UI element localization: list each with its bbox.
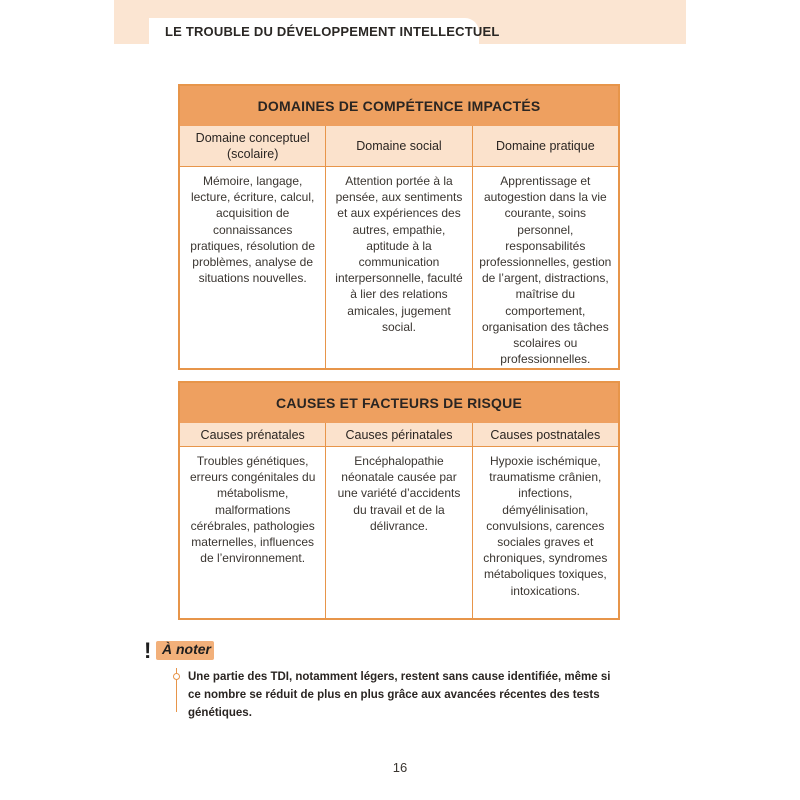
column-conceptual <box>180 126 326 368</box>
column-body: Mémoire, langage, lecture, écriture, calcul, acquisition de connaissances pratiques, résolution de problèmes, analyse de situations nouvelles. <box>190 174 316 286</box>
column-body: Hypoxie ischémique, traumatisme crânien, infections, démyélinisation, convulsions, carences sociales graves et chroniques, syndromes métaboliques toxiques, intoxications. <box>483 454 608 598</box>
causes-table <box>178 381 620 620</box>
note-text: Une partie des TDI, notamment légers, restent sans cause identifiée, même si ce nombre se réduit de plus en plus grâce aux avancées récentes des tests génétiques. <box>188 671 611 719</box>
competences-table-title: DOMAINES DE COMPÉTENCE IMPACTÉS <box>180 86 618 126</box>
column-header: Causes prénatales <box>180 423 325 447</box>
column-postnatal <box>473 423 618 618</box>
column-header: Causes postnatales <box>473 423 618 447</box>
column-perinatal <box>326 423 472 618</box>
page-number: 16 <box>392 760 408 775</box>
page-header-title: LE TROUBLE DU DÉVELOPPEMENT INTELLECTUEL <box>165 24 500 39</box>
competences-table <box>178 84 620 370</box>
column-body: Troubles génétiques, erreurs congénitales du métabolisme, malformations cérébrales, pathologies maternelles, influences de l’environnement. <box>189 454 316 566</box>
column-practical <box>473 126 618 368</box>
note-title: À noter <box>162 641 211 657</box>
column-social <box>326 126 472 368</box>
causes-table-title: CAUSES ET FACTEURS DE RISQUE <box>180 383 618 423</box>
column-header: Domaine pratique <box>473 126 618 167</box>
column-header: Causes périnatales <box>326 423 471 447</box>
column-prenatal <box>180 423 326 618</box>
column-body: Attention portée à la pensée, aux sentiments et aux expériences des autres, empathie, aptitude à la communication interpersonnelle, faculté à lier des relations amicales, jugement social. <box>335 174 463 334</box>
exclamation-icon: ! <box>144 638 152 663</box>
column-header: Domaine conceptuel (scolaire) <box>180 126 325 167</box>
note-bullet-icon <box>173 673 180 680</box>
column-body: Encéphalopathie néonatale causée par une variété d’accidents du travail et de la délivrance. <box>337 454 461 533</box>
column-body: Apprentissage et autogestion dans la vie courante, soins personnel, responsabilités professionnelles, gestion de l’argent, distractions, maîtrise du comportement, organisation des tâches scolaires ou professionnelles. <box>479 174 612 367</box>
column-header: Domaine social <box>326 126 471 167</box>
